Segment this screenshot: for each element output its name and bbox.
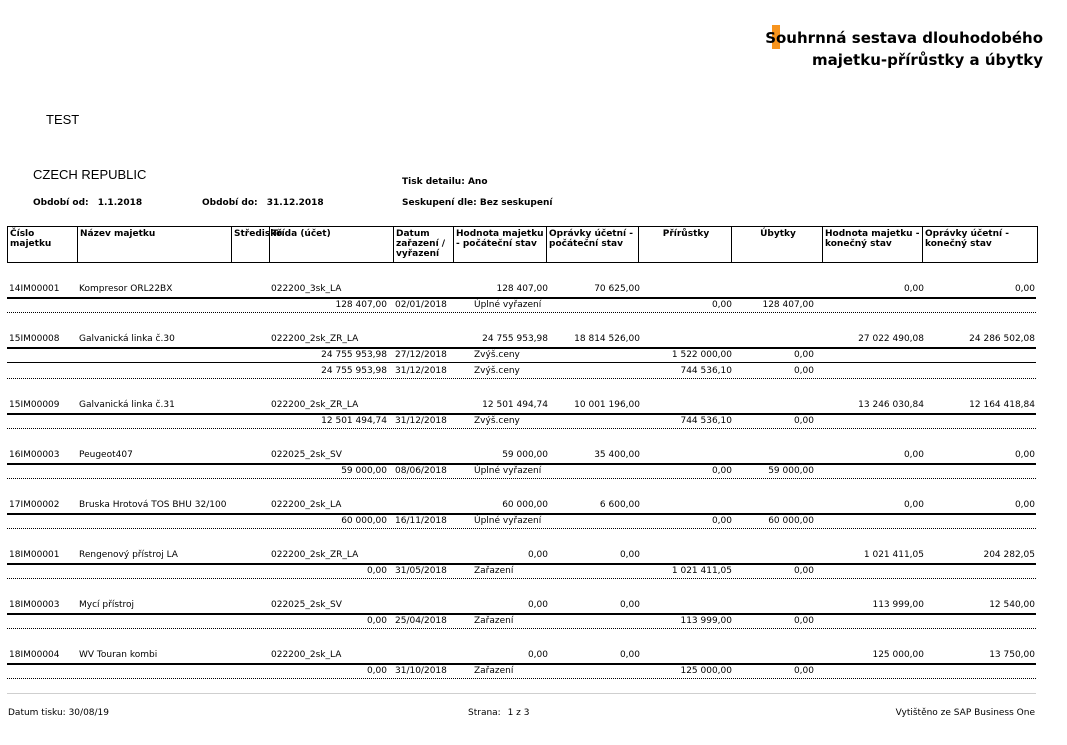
asset-name: Kompresor ORL22BX bbox=[79, 284, 173, 294]
detail-base-value: 12 501 494,74 bbox=[321, 416, 387, 426]
asset-name: Peugeot407 bbox=[79, 450, 133, 460]
report-title bbox=[765, 27, 1043, 71]
asset-number: 14IM00001 bbox=[9, 284, 60, 294]
asset-number: 18IM00004 bbox=[9, 650, 60, 660]
period-from bbox=[33, 198, 142, 208]
asset-name: Rengenový přístroj LA bbox=[79, 550, 178, 560]
grouping bbox=[402, 198, 552, 208]
detail-type: Zařazení bbox=[474, 616, 514, 626]
detail-base-value: 0,00 bbox=[366, 616, 387, 626]
detail-divider bbox=[7, 628, 1036, 629]
asset-class: 022200_2sk_ZR_LA bbox=[271, 334, 359, 344]
asset-start-value: 0,00 bbox=[527, 550, 548, 560]
period-to-label: Období do: bbox=[202, 198, 258, 208]
detail-date: 27/12/2018 bbox=[395, 350, 447, 360]
asset-end-depreciation: 0,00 bbox=[1014, 450, 1035, 460]
detail-base-value: 0,00 bbox=[366, 666, 387, 676]
detail-decrease: 0,00 bbox=[793, 350, 814, 360]
detail-divider bbox=[7, 478, 1036, 479]
asset-number: 18IM00001 bbox=[9, 550, 60, 560]
asset-name: Galvanická linka č.31 bbox=[79, 400, 175, 410]
detail-divider bbox=[7, 362, 1036, 363]
asset-divider bbox=[7, 613, 1036, 615]
asset-divider bbox=[7, 513, 1036, 515]
printed-from: Vytištěno ze SAP Business One bbox=[895, 708, 1035, 718]
detail-divider bbox=[7, 678, 1036, 679]
detail-type: Zařazení bbox=[474, 666, 514, 676]
asset-start-value: 0,00 bbox=[527, 600, 548, 610]
asset-name: Galvanická linka č.30 bbox=[79, 334, 175, 344]
asset-class: 022025_2sk_SV bbox=[271, 600, 342, 610]
page-label: Strana: bbox=[468, 708, 501, 718]
detail-increase: 744 536,10 bbox=[680, 416, 732, 426]
period-to bbox=[202, 198, 324, 208]
asset-end-depreciation: 13 750,00 bbox=[989, 650, 1035, 660]
period-from-label: Období od: bbox=[33, 198, 89, 208]
asset-start-depreciation: 6 600,00 bbox=[599, 500, 640, 510]
detail-increase: 0,00 bbox=[711, 516, 732, 526]
asset-start-depreciation: 0,00 bbox=[619, 600, 640, 610]
asset-class: 022200_2sk_LA bbox=[271, 650, 342, 660]
period-to-value: 31.12.2018 bbox=[266, 198, 324, 208]
asset-divider bbox=[7, 563, 1036, 565]
asset-end-depreciation: 12 164 418,84 bbox=[969, 400, 1035, 410]
asset-start-depreciation: 0,00 bbox=[619, 650, 640, 660]
print-date bbox=[8, 708, 109, 718]
detail-base-value: 128 407,00 bbox=[335, 300, 387, 310]
asset-start-value: 0,00 bbox=[527, 650, 548, 660]
asset-start-value: 24 755 953,98 bbox=[482, 334, 548, 344]
detail-decrease: 0,00 bbox=[793, 366, 814, 376]
column-header: Úbytky bbox=[731, 227, 822, 262]
detail-base-value: 24 755 953,98 bbox=[321, 366, 387, 376]
footer-divider bbox=[7, 693, 1036, 694]
page-number bbox=[468, 708, 530, 718]
asset-start-value: 12 501 494,74 bbox=[482, 400, 548, 410]
asset-start-depreciation: 10 001 196,00 bbox=[574, 400, 640, 410]
column-header: Hodnota majetku - konečný stav bbox=[822, 227, 922, 262]
asset-end-depreciation: 0,00 bbox=[1014, 284, 1035, 294]
detail-base-value: 24 755 953,98 bbox=[321, 350, 387, 360]
detail-decrease: 0,00 bbox=[793, 666, 814, 676]
asset-start-depreciation: 0,00 bbox=[619, 550, 640, 560]
asset-divider bbox=[7, 413, 1036, 415]
asset-divider bbox=[7, 663, 1036, 665]
company-name: TEST bbox=[46, 112, 80, 127]
column-header: Název majetku bbox=[77, 227, 231, 262]
asset-number: 16IM00003 bbox=[9, 450, 60, 460]
report-title-line1: Souhrnná sestava dlouhodobého bbox=[765, 29, 1043, 47]
detail-divider bbox=[7, 528, 1036, 529]
asset-start-value: 59 000,00 bbox=[502, 450, 548, 460]
period-from-value: 1.1.2018 bbox=[97, 198, 143, 208]
column-header: Třída (účet) bbox=[269, 227, 393, 262]
asset-start-depreciation: 18 814 526,00 bbox=[574, 334, 640, 344]
detail-increase: 0,00 bbox=[711, 466, 732, 476]
detail-decrease: 59 000,00 bbox=[768, 466, 814, 476]
detail-base-value: 59 000,00 bbox=[341, 466, 387, 476]
column-header: Hodnota majetku - počáteční stav bbox=[453, 227, 546, 262]
asset-end-value: 0,00 bbox=[903, 450, 924, 460]
asset-end-value: 0,00 bbox=[903, 284, 924, 294]
grouping-label: Seskupení dle: bbox=[402, 198, 477, 208]
detail-type: Úplné vyřazení bbox=[474, 466, 542, 476]
detail-decrease: 0,00 bbox=[793, 566, 814, 576]
asset-end-depreciation: 0,00 bbox=[1014, 500, 1035, 510]
asset-class: 022025_2sk_SV bbox=[271, 450, 342, 460]
detail-date: 31/05/2018 bbox=[395, 566, 447, 576]
asset-number: 18IM00003 bbox=[9, 600, 60, 610]
asset-end-depreciation: 204 282,05 bbox=[983, 550, 1035, 560]
asset-end-value: 13 246 030,84 bbox=[858, 400, 924, 410]
asset-start-value: 60 000,00 bbox=[502, 500, 548, 510]
asset-class: 022200_2sk_ZR_LA bbox=[271, 400, 359, 410]
detail-date: 31/10/2018 bbox=[395, 666, 447, 676]
detail-increase: 744 536,10 bbox=[680, 366, 732, 376]
detail-decrease: 0,00 bbox=[793, 416, 814, 426]
detail-date: 31/12/2018 bbox=[395, 366, 447, 376]
detail-divider bbox=[7, 428, 1036, 429]
asset-end-value: 125 000,00 bbox=[872, 650, 924, 660]
detail-date: 08/06/2018 bbox=[395, 466, 447, 476]
detail-date: 02/01/2018 bbox=[395, 300, 447, 310]
country: CZECH REPUBLIC bbox=[33, 167, 147, 182]
asset-end-value: 27 022 490,08 bbox=[858, 334, 924, 344]
page-value: 1 z 3 bbox=[507, 708, 530, 718]
column-header: Přírůstky bbox=[638, 227, 731, 262]
asset-start-depreciation: 35 400,00 bbox=[594, 450, 640, 460]
asset-name: Bruska Hrotová TOS BHU 32/100 bbox=[79, 500, 227, 510]
detail-type: Úplné vyřazení bbox=[474, 300, 542, 310]
detail-type: Zařazení bbox=[474, 566, 514, 576]
asset-class: 022200_2sk_ZR_LA bbox=[271, 550, 359, 560]
detail-increase: 1 021 411,05 bbox=[671, 566, 732, 576]
print-detail bbox=[402, 177, 488, 187]
asset-number: 15IM00008 bbox=[9, 334, 60, 344]
detail-divider bbox=[7, 312, 1036, 313]
detail-date: 25/04/2018 bbox=[395, 616, 447, 626]
detail-increase: 0,00 bbox=[711, 300, 732, 310]
report-title-line2: majetku-přírůstky a úbytky bbox=[811, 51, 1043, 69]
asset-name: WV Touran kombi bbox=[79, 650, 158, 660]
detail-decrease: 0,00 bbox=[793, 616, 814, 626]
detail-type: Zvýš.ceny bbox=[474, 366, 520, 376]
print-date-value: 30/08/19 bbox=[68, 708, 109, 718]
print-detail-value: Ano bbox=[467, 177, 488, 187]
detail-increase: 125 000,00 bbox=[680, 666, 732, 676]
asset-number: 17IM00002 bbox=[9, 500, 60, 510]
detail-date: 31/12/2018 bbox=[395, 416, 447, 426]
asset-end-depreciation: 24 286 502,08 bbox=[969, 334, 1035, 344]
detail-divider bbox=[7, 578, 1036, 579]
detail-base-value: 0,00 bbox=[366, 566, 387, 576]
column-header: Číslo majetku bbox=[7, 227, 77, 262]
asset-start-depreciation: 70 625,00 bbox=[594, 284, 640, 294]
table-header bbox=[7, 226, 1038, 263]
detail-base-value: 60 000,00 bbox=[341, 516, 387, 526]
asset-number: 15IM00009 bbox=[9, 400, 60, 410]
asset-name: Mycí přístroj bbox=[79, 600, 135, 610]
detail-type: Zvýš.ceny bbox=[474, 350, 520, 360]
asset-start-value: 128 407,00 bbox=[496, 284, 548, 294]
asset-divider bbox=[7, 347, 1036, 349]
detail-increase: 1 522 000,00 bbox=[671, 350, 732, 360]
asset-end-value: 113 999,00 bbox=[872, 600, 924, 610]
asset-end-value: 0,00 bbox=[903, 500, 924, 510]
column-header: Středisko bbox=[231, 227, 269, 262]
asset-end-value: 1 021 411,05 bbox=[863, 550, 924, 560]
column-header: Oprávky účetní - počáteční stav bbox=[546, 227, 638, 262]
asset-divider bbox=[7, 463, 1036, 465]
asset-class: 022200_3sk_LA bbox=[271, 284, 342, 294]
column-header: Datum zařazení / vyřazení bbox=[393, 227, 453, 262]
column-header: Oprávky účetní - konečný stav bbox=[922, 227, 1038, 262]
asset-divider bbox=[7, 297, 1036, 299]
detail-decrease: 60 000,00 bbox=[768, 516, 814, 526]
detail-increase: 113 999,00 bbox=[680, 616, 732, 626]
detail-decrease: 128 407,00 bbox=[762, 300, 814, 310]
grouping-value: Bez seskupení bbox=[479, 198, 553, 208]
detail-date: 16/11/2018 bbox=[395, 516, 447, 526]
asset-class: 022200_2sk_LA bbox=[271, 500, 342, 510]
detail-type: Zvýš.ceny bbox=[474, 416, 520, 426]
detail-divider bbox=[7, 378, 1036, 379]
detail-type: Úplné vyřazení bbox=[474, 516, 542, 526]
print-detail-label: Tisk detailu: bbox=[402, 177, 465, 187]
asset-end-depreciation: 12 540,00 bbox=[989, 600, 1035, 610]
print-date-label: Datum tisku: bbox=[8, 708, 66, 718]
